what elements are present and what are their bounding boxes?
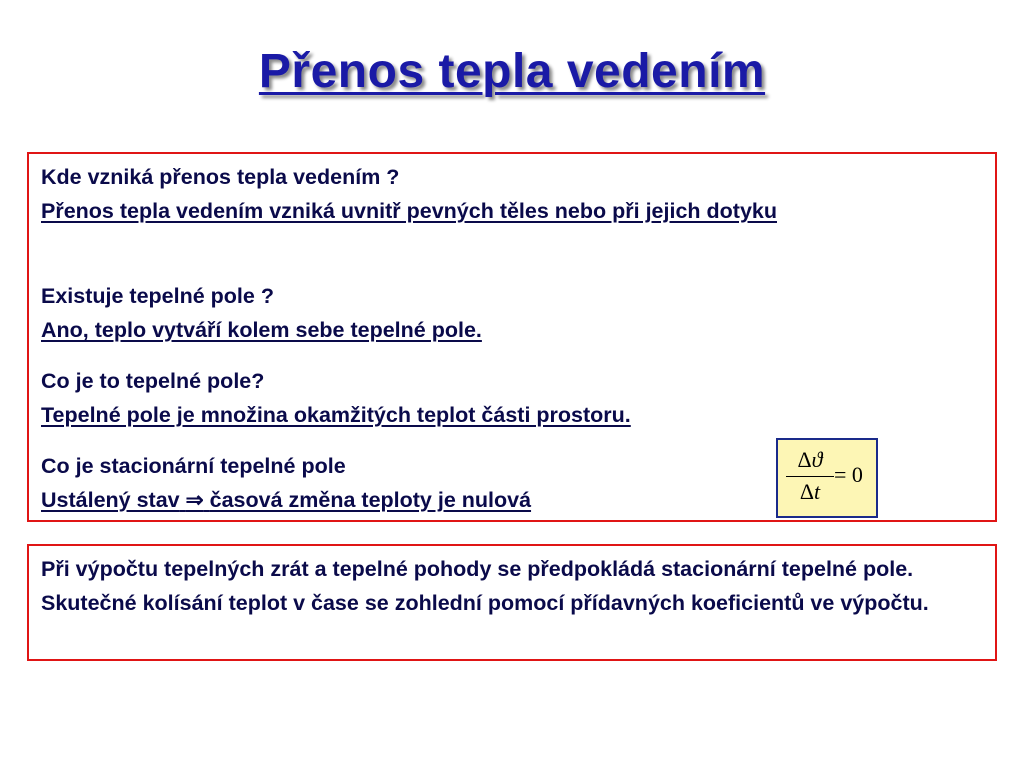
- qa-block-4: [41, 449, 531, 517]
- question-1: Kde vzniká přenos tepla vedením ?: [41, 165, 400, 189]
- answer-4-rest: časová změna teploty je nulová: [209, 488, 532, 512]
- answer-1: Přenos tepla vedením vzniká uvnitř pevných těles nebo při jejich dotyku: [41, 199, 777, 223]
- zero-value: 0: [851, 462, 863, 487]
- qa-block-1: [41, 160, 941, 228]
- answer-2: Ano, teplo vytváří kolem sebe tepelné pole.: [41, 318, 482, 342]
- question-2: Existuje tepelné pole ?: [41, 284, 274, 308]
- steady-state-formula: [776, 438, 878, 518]
- time-symbol: t: [814, 479, 821, 504]
- formula-denominator: [786, 477, 834, 507]
- temperature-symbol: ϑ: [811, 447, 823, 472]
- formula-rhs: [834, 462, 863, 488]
- answer-3: Tepelné pole je množina okamžitých teplot části prostoru.: [41, 403, 631, 427]
- question-3: Co je to tepelné pole?: [41, 369, 265, 393]
- answer-4-steady-state: Ustálený stav: [41, 488, 180, 512]
- delta-symbol: Δ: [799, 479, 815, 504]
- delta-symbol: Δ: [797, 447, 812, 472]
- formula-numerator: [786, 446, 834, 477]
- question-4: Co je stacionární tepelné pole: [41, 454, 346, 478]
- answer-4: [41, 483, 531, 517]
- note-text: Při výpočtu tepelných zrát a tepelné pohody se předpokládá stacionární tepelné pole. Skutečné kolísání teplot v čase se zohlední pomocí přídavných koeficientů ve výpočtu.: [41, 557, 929, 615]
- slide-title: Přenos tepla vedením: [258, 45, 766, 98]
- formula-fraction: [786, 446, 834, 507]
- qa-block-2: [41, 279, 482, 347]
- qa-block-3: [41, 364, 631, 432]
- equals-sign: =: [834, 462, 847, 487]
- implies-arrow-icon: ⇒: [185, 488, 204, 512]
- note-box: [27, 544, 997, 661]
